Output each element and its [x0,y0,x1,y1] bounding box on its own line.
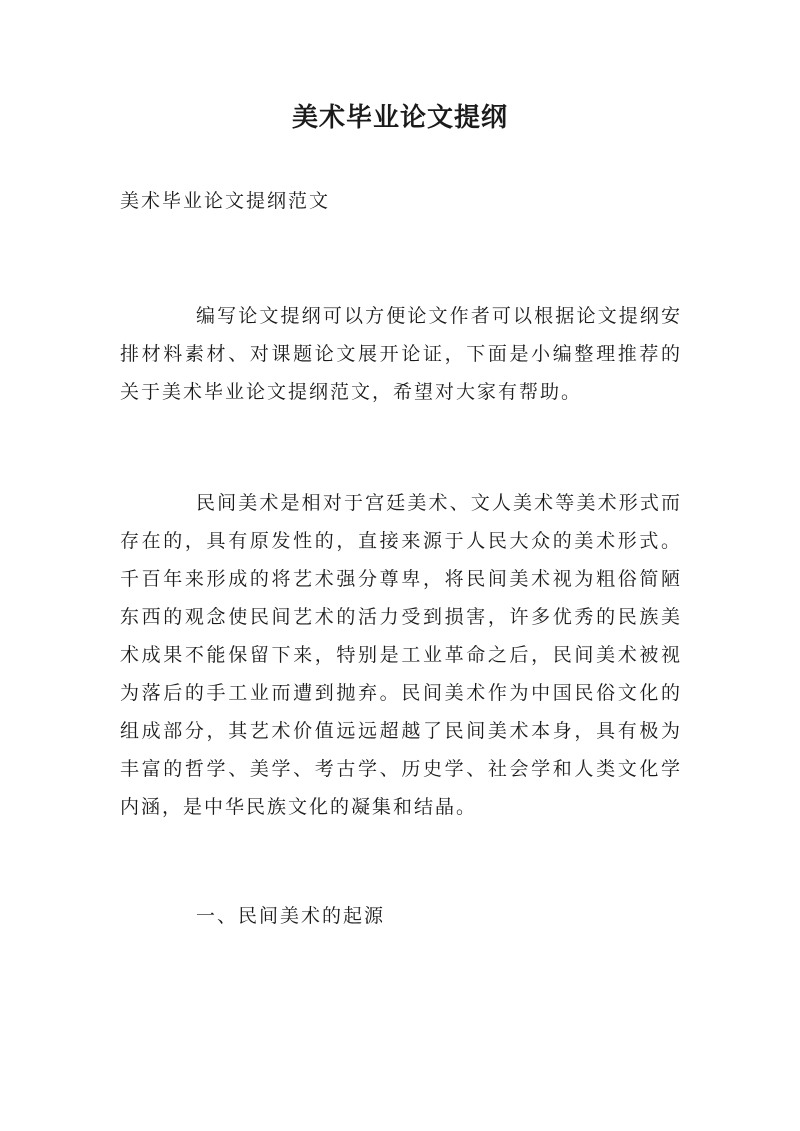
body-paragraph: 民间美术是相对于宫廷美术、文人美术等美术形式而存在的，具有原发性的，直接来源于人民大众的美术形式。千百年来形成的将艺术强分尊卑，将民间美术视为粗俗简陋东西的观念使民间艺术的活力受到损害，许多优秀的民族美术成果不能保留下来，特别是工业革命之后，民间美术被视为落后的手工业而遭到抛弃。民间美术作为中国民俗文化的组成部分，其艺术价值远远超越了民间美术本身，具有极为丰富的哲学、美学、考古学、历史学、社会学和人类文化学内涵，是中华民族文化的凝集和结晶。 [120,492,682,818]
document-title: 美术毕业论文提纲 [291,103,508,133]
section-heading: 一、民间美术的起源 [196,905,386,927]
intro-paragraph: 编写论文提纲可以方便论文作者可以根据论文提纲安排材料素材、对课题论文展开论证，下面是小编整理推荐的关于美术毕业论文提纲范文，希望对大家有帮助。 [120,305,682,403]
document-subtitle: 美术毕业论文提纲范文 [120,190,331,212]
